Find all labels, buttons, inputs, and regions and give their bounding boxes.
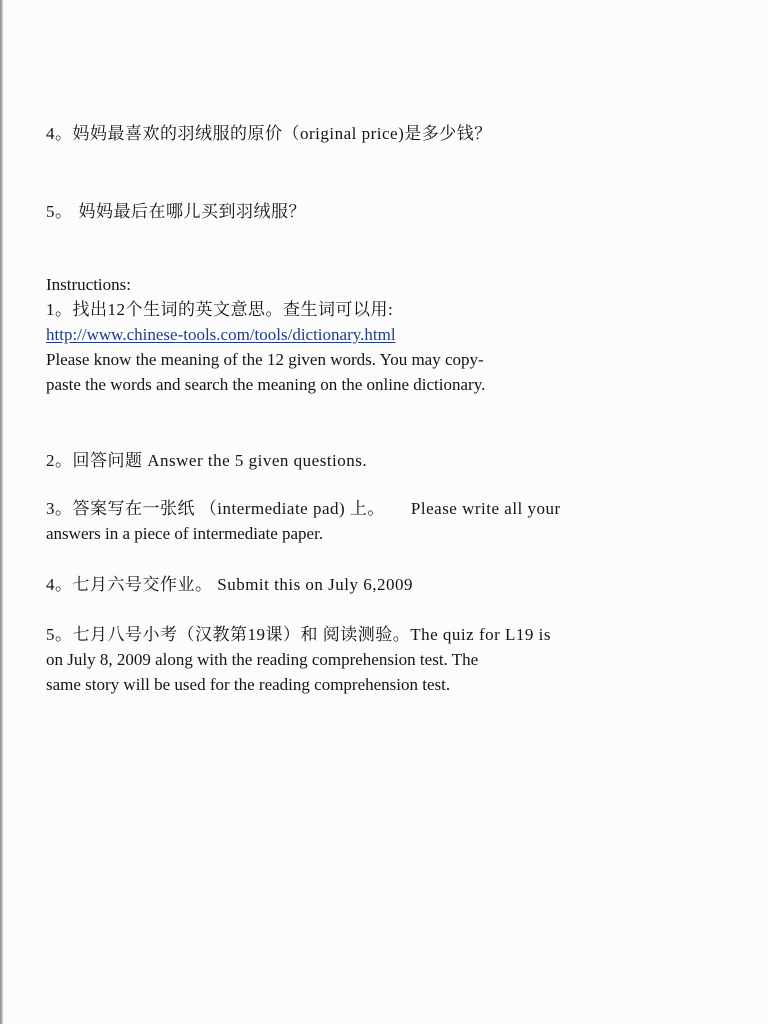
question-5-text: 妈妈最后在哪儿买到羽绒服？ xyxy=(78,202,306,221)
instructions-heading: Instructions: xyxy=(46,275,131,294)
question-4-text: 4。妈妈最喜欢的羽绒服的原价（original price)是多少钱？ xyxy=(46,124,492,143)
instructions-section xyxy=(46,272,616,397)
instruction-1-english-line-2: paste the words and search the meaning on the online dictionary. xyxy=(46,375,486,394)
question-4 xyxy=(46,121,616,146)
instruction-1-english-line-1: Please know the meaning of the 12 given words. You may copy- xyxy=(46,350,484,369)
instruction-4 xyxy=(46,572,616,597)
question-5-number: 5。 xyxy=(46,202,73,221)
scan-shadow-edge xyxy=(0,0,3,1024)
instruction-3-chinese: 3。答案写在一张纸 （intermediate pad) 上。 xyxy=(46,499,385,518)
instruction-2-text: 2。回答问题 Answer the 5 given questions. xyxy=(46,451,368,470)
instruction-1-chinese: 1。找出12个生词的英文意思。查生词可以用: xyxy=(46,300,394,319)
instruction-2 xyxy=(46,448,616,473)
instruction-3-line-2: answers in a piece of intermediate paper. xyxy=(46,524,324,543)
question-5-line xyxy=(46,199,616,224)
instruction-4-text: 4。七月六号交作业。 Submit this on July 6,2009 xyxy=(46,575,414,594)
instruction-5-line-1: 5。七月八号小考（汉教第19课）和 阅读测验。The quiz for L19 is xyxy=(46,625,551,644)
dictionary-link[interactable]: http://www.chinese-tools.com/tools/dictionary.html xyxy=(46,325,396,344)
instruction-3 xyxy=(46,496,616,546)
instruction-5-line-2: on July 8, 2009 along with the reading comprehension test. The xyxy=(46,650,479,669)
question-5 xyxy=(46,199,616,224)
instruction-3-english: Please write all your xyxy=(410,499,561,518)
instruction-5-line-3: same story will be used for the reading comprehension test. xyxy=(46,675,451,694)
instruction-3-line-1 xyxy=(46,496,616,521)
instruction-5 xyxy=(46,622,616,697)
